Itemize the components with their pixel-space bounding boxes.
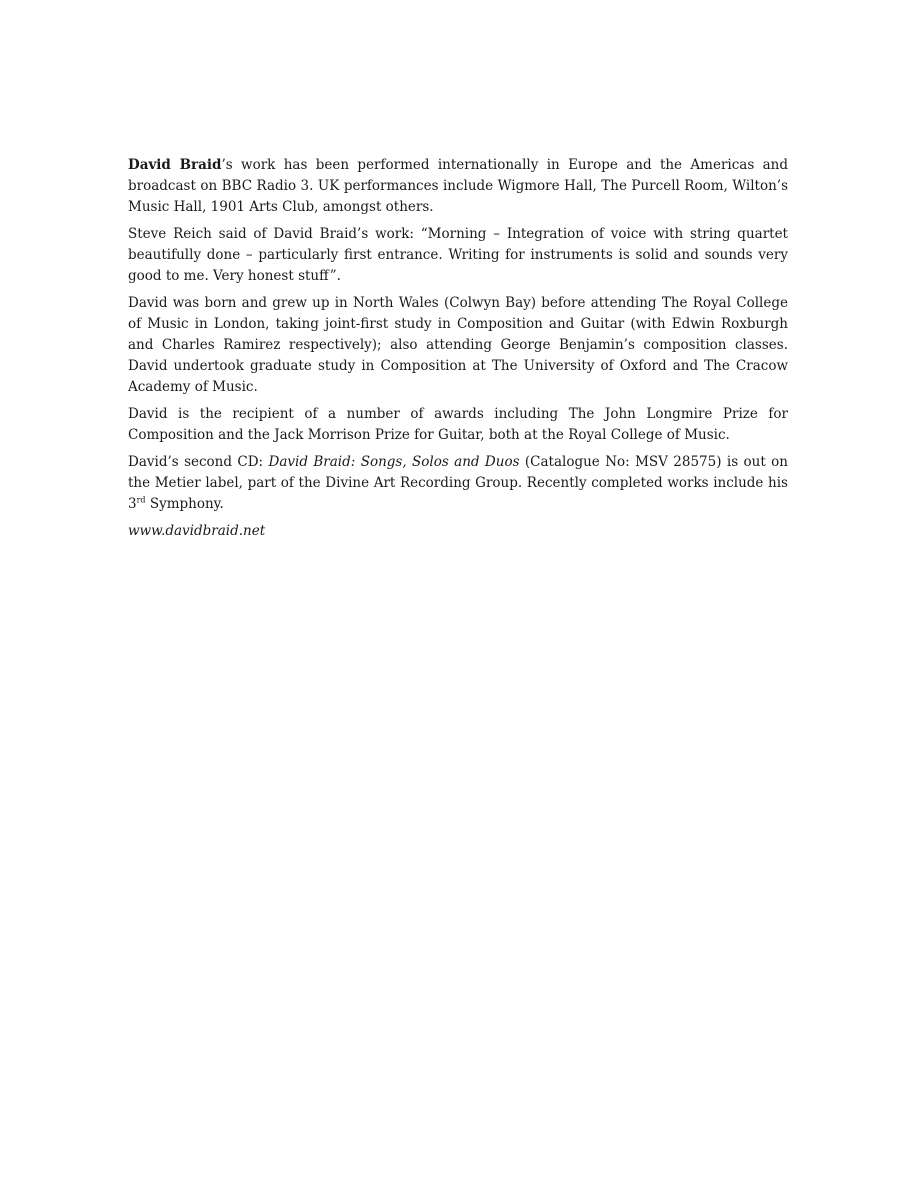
composer-name: David Braid: [128, 157, 222, 173]
cd-text-middle: (Catalogue No: MSV 28575) is out on the Metier label, part of the Divine Art Recording Group. Recently completed works include his 3: [128, 454, 788, 512]
ordinal-superscript: rd: [136, 495, 146, 505]
bio-paragraph-cd: [128, 452, 788, 515]
cd-text-before: David’s second CD:: [128, 454, 269, 470]
website-paragraph: [128, 521, 788, 542]
bio-paragraph-quote: Steve Reich said of David Braid’s work: “Morning – Integration of voice with string quartet beautifully done – particularly first entrance. Writing for instruments is solid and sounds very good to me. Very honest stuff”.: [128, 226, 788, 284]
bio-paragraph-awards: David is the recipient of a number of awards including The John Longmire Prize for Composition and the Jack Morrison Prize for Guitar, both at the Royal College of Music.: [128, 406, 788, 443]
bio-paragraph-education: David was born and grew up in North Wales (Colwyn Bay) before attending The Royal College of Music in London, taking joint-first study in Composition and Guitar (with Edwin Roxburgh and Charles Ramirez respectively); also attending George Benjamin’s composition classes. David undertook graduate study in Composition at The University of Oxford and The Cracow Academy of Music.: [128, 295, 788, 395]
biography: [128, 155, 788, 548]
performances-text: ’s work has been performed internationally in Europe and the Americas and broadcast on BBC Radio 3. UK performances include Wigmore Hall, The Purcell Room, Wilton’s Music Hall, 1901 Arts Club, amongst others.: [128, 157, 788, 215]
cd-text-after: Symphony.: [145, 496, 224, 512]
album-title: David Braid: Songs, Solos and Duos: [268, 454, 520, 470]
website-link[interactable]: www.davidbraid.net: [128, 523, 266, 539]
bio-paragraph-performances: [128, 155, 788, 218]
